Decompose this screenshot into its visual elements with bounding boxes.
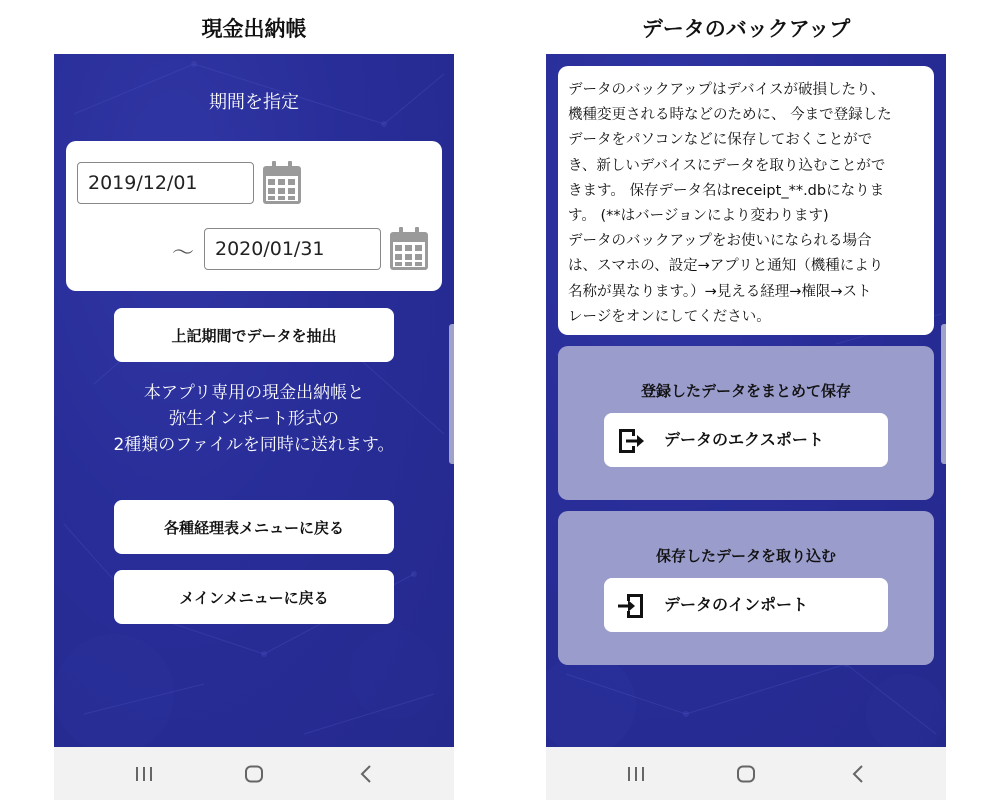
back-icon bbox=[359, 765, 373, 783]
info-line: データをパソコンなどに保存しておくことがで bbox=[568, 132, 873, 149]
description-line: 弥生インポート形式の bbox=[169, 409, 339, 429]
home-button[interactable] bbox=[234, 759, 274, 789]
backup-screen bbox=[546, 54, 946, 747]
export-panel-title: 登録したデータをまとめて保存 bbox=[640, 382, 851, 400]
calendar-icon[interactable] bbox=[389, 227, 429, 271]
recent-apps-icon bbox=[134, 766, 154, 782]
android-navbar bbox=[54, 747, 454, 800]
info-line: データのバックアップはデバイスが破損したり、 bbox=[568, 82, 885, 98]
end-date-field[interactable]: 2020/01/31 bbox=[204, 228, 381, 270]
import-panel bbox=[558, 511, 934, 665]
scrollbar[interactable] bbox=[449, 324, 454, 464]
range-separator: ～ bbox=[172, 241, 195, 266]
scrollbar[interactable] bbox=[941, 324, 946, 464]
description-line: 本アプリ専用の現金出納帳と bbox=[143, 383, 365, 403]
import-button-label: データのインポート bbox=[664, 595, 809, 614]
description-text bbox=[54, 380, 454, 458]
info-line: 名称が異なります。）→見える経理→権限→スト bbox=[568, 283, 872, 300]
back-to-reports-button[interactable]: 各種経理表メニューに戻る bbox=[114, 500, 394, 554]
export-button-label: データのエクスポート bbox=[664, 430, 824, 449]
back-to-main-button[interactable]: メインメニューに戻る bbox=[114, 570, 394, 624]
export-button[interactable] bbox=[604, 413, 888, 467]
import-panel-title: 保存したデータを取り込む bbox=[655, 547, 836, 565]
home-button[interactable] bbox=[726, 759, 766, 789]
backup-phone bbox=[546, 54, 946, 800]
recent-apps-button[interactable] bbox=[124, 759, 164, 789]
import-icon bbox=[616, 591, 646, 621]
right-screen-caption: データのバックアップ bbox=[641, 17, 851, 41]
back-button[interactable] bbox=[346, 759, 386, 789]
period-heading: 期間を指定 bbox=[209, 92, 299, 113]
info-line: データのバックアップをお使いになられる場合 bbox=[568, 233, 872, 250]
date-range-card bbox=[66, 141, 442, 291]
android-navbar bbox=[546, 747, 946, 800]
import-button[interactable] bbox=[604, 578, 888, 632]
export-icon bbox=[616, 426, 646, 456]
cash-book-phone bbox=[54, 54, 454, 800]
cash-book-screen bbox=[54, 54, 454, 747]
info-line: は、スマホの、設定→アプリと通知（機種により bbox=[568, 258, 884, 275]
back-button[interactable] bbox=[838, 759, 878, 789]
left-screen-caption: 現金出納帳 bbox=[201, 17, 307, 41]
back-icon bbox=[851, 765, 865, 783]
info-line: き、新しいデバイスにデータを取り込むことがで bbox=[568, 157, 886, 174]
info-line: 機種変更される時などのために、 今まで登録した bbox=[568, 107, 892, 124]
backup-info-card bbox=[558, 66, 934, 335]
info-line: レージをオンにしてください。 bbox=[568, 308, 771, 325]
description-line: 2種類のファイルを同時に送れます。 bbox=[113, 435, 395, 455]
info-line: す。 (**はバージョンにより変わります) bbox=[568, 208, 829, 225]
info-line: きます。 保存データ名はreceipt_**.dbになりま bbox=[568, 182, 885, 199]
start-date-field[interactable]: 2019/12/01 bbox=[77, 162, 254, 204]
recent-apps-button[interactable] bbox=[616, 759, 656, 789]
home-icon bbox=[244, 765, 264, 783]
recent-apps-icon bbox=[626, 766, 646, 782]
calendar-icon[interactable] bbox=[262, 161, 302, 205]
extract-data-button[interactable]: 上記期間でデータを抽出 bbox=[114, 308, 394, 362]
home-icon bbox=[736, 765, 756, 783]
export-panel bbox=[558, 346, 934, 500]
